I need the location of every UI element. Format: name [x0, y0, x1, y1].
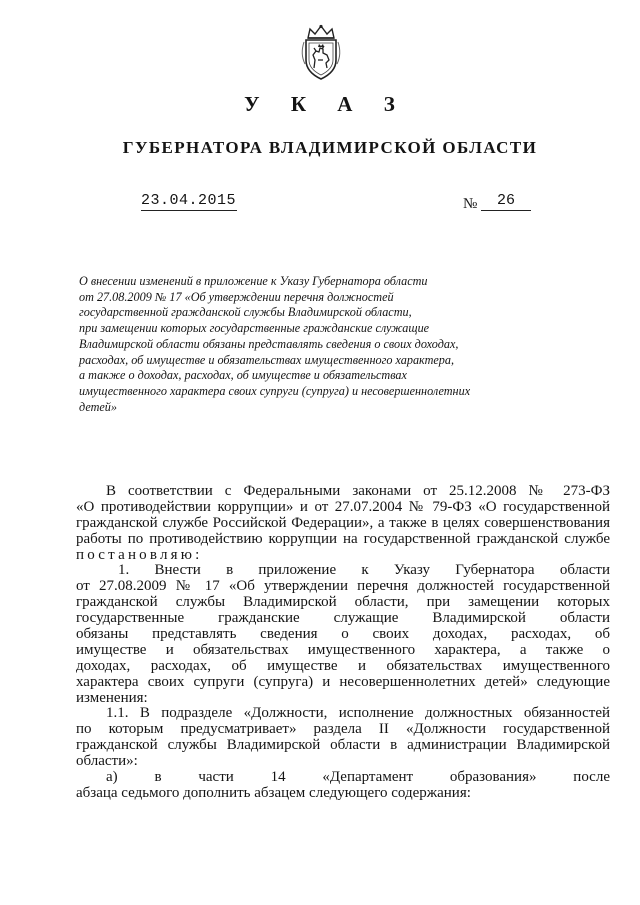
heading-line: государственной гражданской службы Владимирской области,: [79, 305, 412, 320]
heading-line: Владимирской области обязаны представлять сведения о своих доходах,: [79, 336, 459, 351]
body-line: области»:: [76, 753, 138, 770]
heading-line: а также о доходах, расходах, об имуществе и обязательствах: [79, 368, 407, 383]
document-number: 26: [481, 192, 531, 211]
document-number-label: №: [463, 196, 478, 212]
body-line: от 27.08.2009 № 17 «Об утверждении перечня должностей государственной: [76, 578, 610, 595]
heading-line: детей»: [79, 399, 117, 414]
body-line: 1. Внести в приложение к Указу Губернатора области: [118, 562, 610, 579]
body-line: изменения:: [76, 689, 148, 706]
body-line: «О противодействии коррупции» и от 27.07.2004 № 79-ФЗ «О государственной: [76, 498, 610, 515]
body-line: 1.1. В подразделе «Должности, исполнение должностных обязанностей: [106, 705, 610, 722]
heading-line: при замещении которых государственные гражданские служащие: [79, 321, 430, 336]
body-line: В соответствии с Федеральными законами от 25.12.2008 № 273-ФЗ: [106, 483, 610, 499]
document-title: У К А З: [244, 92, 408, 116]
heading-line: имущественного характера своих супруги (супруга) и несовершеннолетних: [79, 383, 471, 398]
body-line: работы по противодействию коррупции на государственной гражданской службе: [76, 530, 610, 547]
body-line: абзаца седьмого дополнить абзацем следующего содержания:: [76, 784, 471, 801]
document-body: [76, 484, 610, 802]
body-line: гражданской службе Российской Федерации», а также в целях совершенствования: [76, 514, 610, 531]
document-issuer: ГУБЕРНАТОРА ВЛАДИМИРСКОЙ ОБЛАСТИ: [122, 138, 538, 157]
heading-line: от 27.08.2009 № 17 «Об утверждении перечня должностей: [79, 289, 394, 304]
body-line: постановляю:: [76, 546, 203, 563]
heading-line: расходах, об имуществе и обязательствах имущественного характера,: [79, 352, 455, 367]
body-line: государственные гражданские служащие Владимирской области: [76, 610, 610, 627]
body-line: имуществе и обязательствах имущественного характера, а также о: [76, 641, 610, 658]
body-line: характера своих супруги (супруга) и несовершеннолетних детей» следующие: [76, 673, 610, 690]
body-line: обязаны представлять сведения о своих доходах, расходах, об: [76, 626, 610, 643]
body-line: гражданской службы Владимирской области в администрации Владимирской: [76, 737, 610, 754]
body-line: по которым предусматривает» раздела II «Должности государственной: [76, 721, 610, 738]
coat-of-arms-icon: [296, 24, 346, 82]
body-line: а) в части 14 «Департамент образования» после: [106, 769, 610, 786]
document-heading: [79, 274, 499, 415]
body-line: доходах, расходах, об имуществе и обязательствах имущественного: [76, 657, 610, 674]
heading-line: О внесении изменений в приложение к Указу Губернатора области: [79, 274, 428, 288]
document-date: 23.04.2015: [141, 192, 237, 209]
body-line: гражданской службы Владимирской области, при замещении которых: [76, 594, 610, 611]
